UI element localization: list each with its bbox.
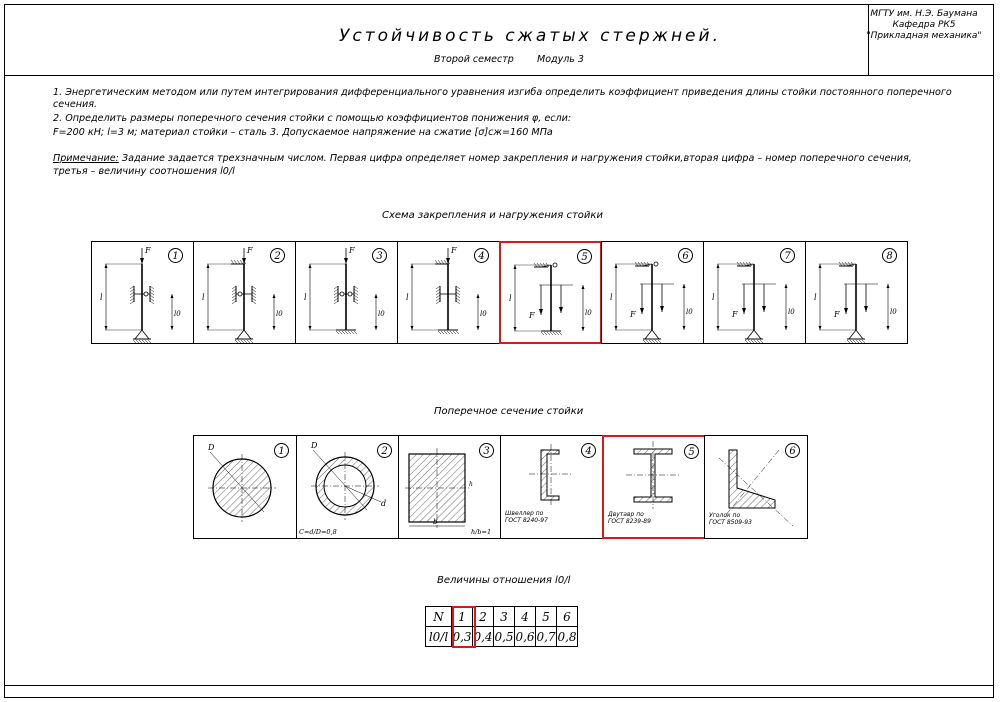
ratio-value: 0,3 — [452, 627, 473, 647]
scheme-number: 6 — [678, 248, 693, 263]
scheme-cell-6 — [601, 241, 704, 344]
force-label: F — [732, 310, 738, 319]
institution-line-3: "Прикладная механика" — [866, 31, 982, 41]
length-label: l — [509, 294, 512, 303]
length0-label: l0 — [585, 309, 592, 317]
force-label: F — [247, 246, 253, 255]
module-label: Модуль 3 — [537, 54, 584, 65]
force-label: F — [349, 246, 355, 255]
scheme-cell-3 — [295, 241, 398, 344]
ratio-column-number: 4 — [515, 607, 536, 627]
task-note-line-2: третья – величину соотношения l0/l — [53, 166, 235, 177]
scheme-number: 4 — [474, 248, 489, 263]
sections-title: Поперечное сечение стойки — [434, 406, 584, 417]
scheme-cell-1 — [91, 241, 194, 344]
ratio-value: 0,6 — [515, 627, 536, 647]
scheme-number: 7 — [780, 248, 795, 263]
ratio-table-row-label: l0/l — [426, 627, 452, 647]
scheme-cell-4 — [397, 241, 500, 344]
task-note-line-1 — [53, 153, 912, 164]
force-label: F — [834, 310, 840, 319]
section-cell-5 — [602, 435, 706, 539]
scheme-drawing-4 — [398, 242, 501, 345]
ratio-table-header-label: N — [426, 607, 452, 627]
scheme-drawing-2 — [194, 242, 297, 345]
length0-label: l0 — [788, 308, 795, 316]
channel-caption — [505, 510, 548, 524]
channel-caption-line-1: Швеллер по — [505, 510, 544, 517]
scheme-cell-8 — [805, 241, 908, 344]
section-drawing-4 — [501, 436, 605, 540]
angle-caption — [709, 512, 752, 526]
diameter-label: D — [311, 441, 318, 450]
note-label: Примечание: — [53, 153, 119, 164]
ratio-value: 0,8 — [557, 627, 578, 647]
scheme-number: 5 — [577, 249, 592, 264]
section-number: 3 — [479, 443, 494, 458]
section-drawing-5 — [604, 437, 708, 541]
length-label: l — [304, 293, 307, 302]
angle-caption-line-2: ГОСТ 8509-93 — [709, 519, 752, 526]
length-label: l — [610, 293, 613, 302]
height-label: h — [469, 481, 473, 488]
length0-label: l0 — [890, 308, 897, 316]
ibeam-caption — [608, 511, 651, 525]
note-text: Задание задается трехзначным числом. Первая цифра определяет номер закрепления и нагружения стойки,вторая цифра – номер поперечного сечения, — [118, 153, 912, 164]
ratio-table-value-row — [426, 627, 578, 647]
length-label: l — [814, 293, 817, 302]
length0-label: l0 — [174, 310, 181, 318]
section-cell-2 — [296, 435, 400, 539]
length-label: l — [406, 293, 409, 302]
scheme-drawing-1 — [92, 242, 195, 345]
section-number: 4 — [581, 443, 596, 458]
section-drawing-3 — [399, 436, 503, 540]
ratio-value: 0,7 — [536, 627, 557, 647]
section-cell-1 — [193, 435, 297, 539]
scheme-number: 8 — [882, 248, 897, 263]
ratio-column-number: 2 — [473, 607, 494, 627]
task-paragraph-1a: 1. Энергетическим методом или путем интегрирования дифференциального уравнения изгиба определить коэффициент приведения длины стойки постоянного поперечного — [53, 87, 952, 98]
scheme-drawing-8 — [806, 242, 909, 345]
task-paragraph-2: 2. Определить размеры поперечного сечения стойки с помощью коэффициентов понижения φ, если: — [53, 113, 572, 124]
section-number: 5 — [684, 444, 699, 459]
ratio-table-title: Величины отношения l0/l — [437, 575, 571, 586]
ratio-table-header-row — [426, 607, 578, 627]
section-number: 1 — [274, 443, 289, 458]
semester-label: Второй семестр — [434, 54, 514, 65]
ratio-c-label: C=d/D=0,8 — [299, 528, 337, 536]
scheme-drawing-3 — [296, 242, 399, 345]
length-label: l — [100, 293, 103, 302]
task-paragraph-3: F=200 кН; l=3 м; материал стойки – сталь 3. Допускаемое напряжение на сжатие [σ]сж=160 МПа — [53, 127, 553, 138]
page-title: Устойчивость сжатых стержней. — [339, 26, 721, 46]
section-cell-3 — [398, 435, 502, 539]
section-cell-6 — [704, 435, 808, 539]
force-label: F — [451, 246, 457, 255]
scheme-cell-2 — [193, 241, 296, 344]
angle-caption-line-1: Уголок по — [709, 512, 741, 519]
section-cell-4 — [500, 435, 604, 539]
ratio-value: 0,5 — [494, 627, 515, 647]
header-divider — [4, 75, 994, 76]
task-paragraph-1b: сечения. — [53, 99, 98, 110]
length0-label: l0 — [480, 310, 487, 318]
scheme-number: 3 — [372, 248, 387, 263]
ibeam-caption-line-2: ГОСТ 8239-89 — [608, 518, 651, 525]
length-label: l — [202, 293, 205, 302]
section-drawing-1 — [194, 436, 298, 540]
length0-label: l0 — [686, 308, 693, 316]
inner-diameter-label: d — [381, 499, 387, 508]
ratio-value: 0,4 — [473, 627, 494, 647]
scheme-drawing-6 — [602, 242, 705, 345]
footer-divider — [4, 685, 994, 686]
ratio-highlight-frame — [452, 606, 476, 648]
ratio-column-number: 3 — [494, 607, 515, 627]
institution-line-2: Кафедра РК5 — [892, 20, 956, 30]
width-label: b — [433, 518, 438, 526]
force-label: F — [145, 246, 151, 255]
section-drawing-2 — [297, 436, 401, 540]
section-number: 6 — [785, 443, 800, 458]
length-label: l — [712, 293, 715, 302]
scheme-drawing-7 — [704, 242, 807, 345]
force-label: F — [529, 311, 535, 320]
scheme-number: 1 — [168, 248, 183, 263]
institution-line-1: МГТУ им. Н.Э. Баумана — [870, 9, 978, 19]
ratio-h-label: h/b=1 — [471, 528, 492, 536]
ratio-column-number: 6 — [557, 607, 578, 627]
force-label: F — [630, 310, 636, 319]
length0-label: l0 — [378, 310, 385, 318]
length0-label: l0 — [276, 310, 283, 318]
ratio-table — [425, 606, 578, 647]
scheme-cell-7 — [703, 241, 806, 344]
sheet-frame — [4, 4, 994, 698]
diameter-label: D — [208, 443, 215, 452]
channel-caption-line-2: ГОСТ 8240-97 — [505, 517, 548, 524]
schemes-title: Схема закрепления и нагружения стойки — [382, 210, 603, 221]
ratio-column-number: 1 — [452, 607, 473, 627]
scheme-cell-5 — [499, 241, 602, 344]
scheme-drawing-5 — [501, 243, 604, 346]
ratio-column-number: 5 — [536, 607, 557, 627]
ibeam-caption-line-1: Двутавр по — [608, 511, 644, 518]
section-number: 2 — [377, 443, 392, 458]
scheme-number: 2 — [270, 248, 285, 263]
